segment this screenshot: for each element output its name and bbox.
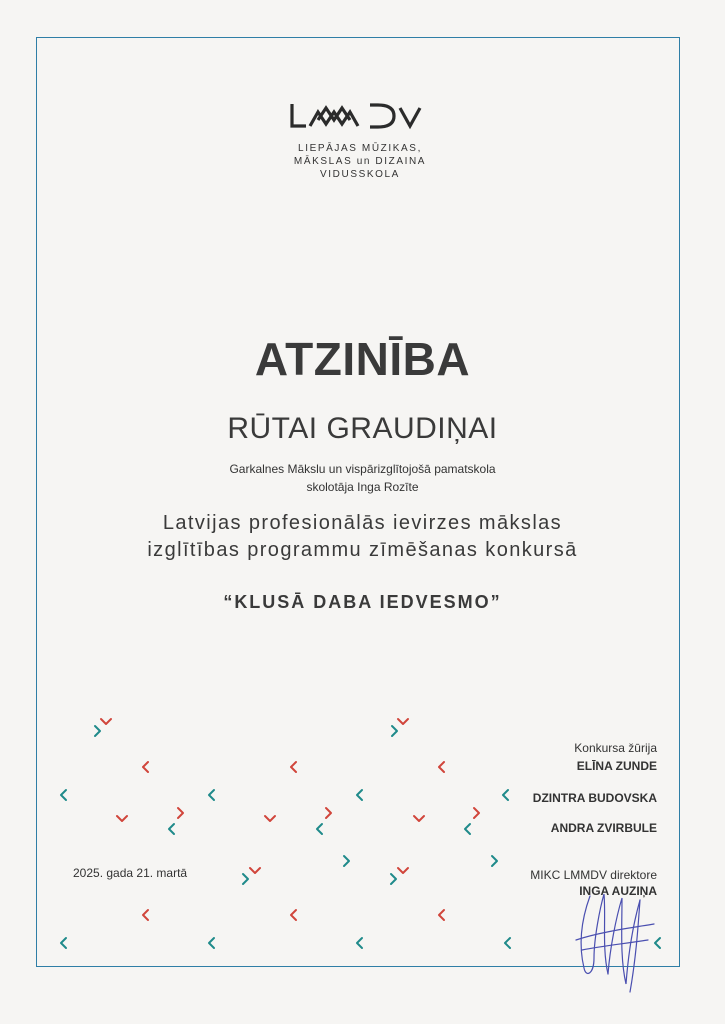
recipient-name: RŪTAI GRAUDIŅAI <box>227 412 498 445</box>
jury-member: ANDRA ZVIRBULE <box>550 821 657 835</box>
school-line: MĀKSLAS un DIZAINA <box>293 156 427 167</box>
handwritten-signature <box>570 888 660 998</box>
contest-description-line: izglītības programmu zīmēšanas konkursā <box>147 539 578 561</box>
contest-name: “KLUSĀ DABA IEDVESMO” <box>223 592 502 612</box>
teacher-name: skolotāja Inga Rozīte <box>306 480 419 494</box>
school-name-block <box>262 142 458 181</box>
school-line: LIEPĀJAS MŪZIKAS, <box>298 143 422 154</box>
school-line: VIDUSSKOLA <box>320 169 400 180</box>
issue-date: 2025. gada 21. martā <box>73 866 188 880</box>
certificate-title: ATZINĪBA <box>254 333 471 385</box>
jury-member: ELĪNA ZUNDE <box>576 759 657 773</box>
jury-label: Konkursa žūrija <box>574 741 657 755</box>
director-role: MIKC LMMDV direktore <box>530 868 657 882</box>
lmmdv-logo <box>290 100 430 132</box>
contest-description-line: Latvijas profesionālās ievirzes mākslas <box>162 512 563 534</box>
recipient-school: Garkalnes Mākslu un vispārizglītojošā pamatskola <box>229 462 496 476</box>
director-name: INGA AUZIŅA <box>579 884 657 898</box>
jury-member: DZINTRA BUDOVSKA <box>532 791 657 805</box>
